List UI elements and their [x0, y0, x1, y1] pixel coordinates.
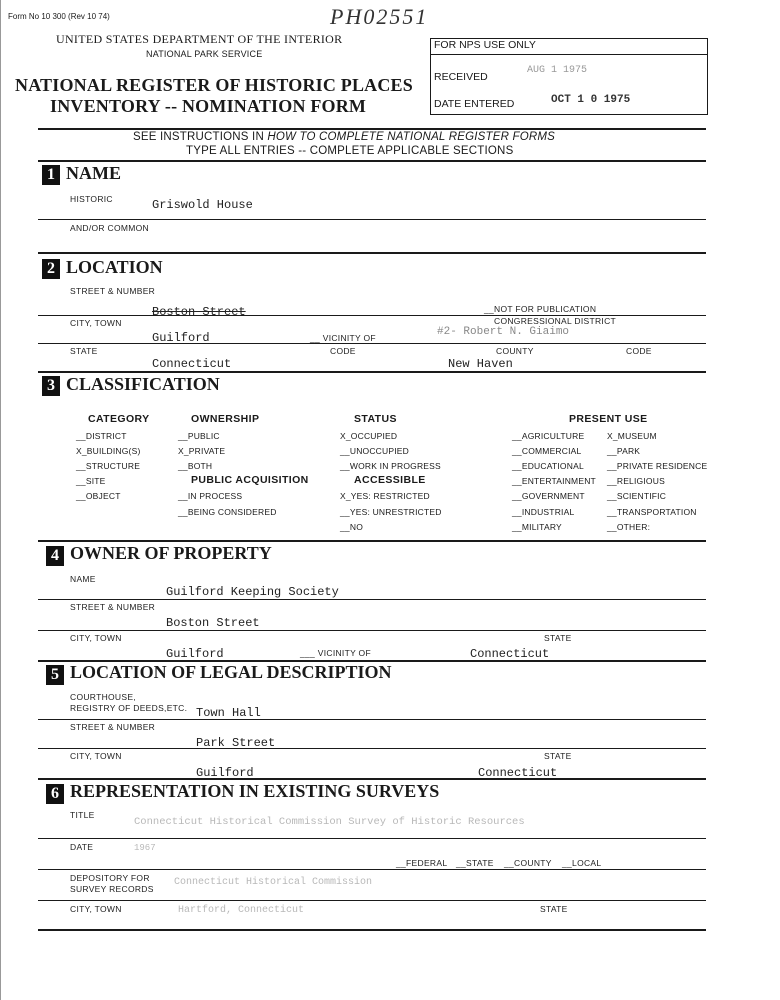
rule-courthouse [38, 719, 706, 720]
rule-city [38, 343, 706, 344]
street-label: STREET & NUMBER [70, 286, 156, 296]
rule-historic [38, 219, 706, 220]
section-title-legal: LOCATION OF LEGAL DESCRIPTION [70, 662, 392, 682]
section-number-2: 2 [42, 259, 60, 279]
historic-label: HISTORIC [70, 194, 113, 204]
legal-state-label: STATE [544, 751, 572, 761]
service-name: NATIONAL PARK SERVICE [146, 49, 263, 59]
status-occupied: X_OCCUPIED [340, 431, 398, 441]
acq-in-process: __IN PROCESS [178, 491, 243, 501]
use-entertainment: __ENTERTAINMENT [512, 476, 596, 486]
rule-survey-title [38, 838, 706, 839]
legal-state-value: Connecticut [478, 766, 558, 780]
survey-city-value: Hartford, Connecticut [178, 905, 305, 916]
use-scientific: __SCIENTIFIC [607, 491, 667, 501]
survey-date-value: 1967 [134, 843, 156, 853]
common-label: AND/OR COMMON [70, 223, 149, 233]
rule-owner-name [38, 599, 706, 600]
status-work-in-progress: __WORK IN PROGRESS [340, 461, 441, 471]
use-government: __GOVERNMENT [512, 491, 585, 501]
use-religious: __RELIGIOUS [607, 476, 665, 486]
rule-depository [38, 900, 706, 901]
use-park: __PARK [607, 446, 641, 456]
instructions-line1: SEE INSTRUCTIONS IN HOW TO COMPLETE NATIONAL REGISTER FORMS [133, 131, 556, 143]
not-for-publication: __NOT FOR PUBLICATION [484, 304, 597, 314]
status-unoccupied: __UNOCCUPIED [340, 446, 409, 456]
rule-legal-street [38, 748, 706, 749]
use-transportation: __TRANSPORTATION [607, 507, 697, 517]
county-label: COUNTY [496, 346, 534, 356]
congressional-label: CONGRESSIONAL DISTRICT [494, 316, 616, 326]
option-local: __LOCAL [562, 858, 602, 868]
state-label: STATE [70, 346, 98, 356]
courthouse-label2: REGISTRY OF DEEDS,ETC. [70, 703, 188, 713]
survey-title-label: TITLE [70, 810, 95, 820]
access-no: __NO [340, 522, 364, 532]
received-stamp: AUG 1 1975 [527, 65, 588, 76]
owner-street-value: Boston Street [166, 616, 260, 630]
congressional-value: #2- Robert N. Giaimo [437, 326, 570, 338]
city-value: Guilford [152, 331, 210, 345]
option-county: __COUNTY [504, 858, 552, 868]
use-military: __MILITARY [512, 522, 562, 532]
access-yes-unrestricted: __YES: UNRESTRICTED [340, 507, 442, 517]
depository-label1: DEPOSITORY FOR [70, 873, 150, 883]
survey-city-label: CITY, TOWN [70, 904, 122, 914]
ownership-private: X_PRIVATE [178, 446, 226, 456]
section-title-classification: CLASSIFICATION [66, 374, 220, 394]
rule-owner-street [38, 630, 706, 631]
ownership-both: __BOTH [178, 461, 213, 471]
owner-state-label: STATE [544, 633, 572, 643]
use-other: __OTHER: [607, 522, 651, 532]
section-number-1: 1 [42, 165, 60, 185]
survey-date-label: DATE [70, 842, 94, 852]
public-acquisition-heading: PUBLIC ACQUISITION [191, 474, 309, 486]
section-title-name: NAME [66, 163, 121, 183]
accessible-heading: ACCESSIBLE [354, 474, 426, 486]
option-federal: __FEDERAL [396, 858, 448, 868]
survey-title-value: Connecticut Historical Commission Survey of Historic Resources [134, 816, 525, 828]
section1-end-rule [38, 252, 706, 254]
category-object: __OBJECT [76, 491, 121, 501]
county-value: New Haven [448, 357, 513, 371]
use-educational: __EDUCATIONAL [512, 461, 584, 471]
section2-end-rule [38, 371, 706, 373]
category-structure: __STRUCTURE [76, 461, 141, 471]
ownership-public: __PUBLIC [178, 431, 220, 441]
survey-state-label: STATE [540, 904, 568, 914]
courthouse-label1: COURTHOUSE, [70, 692, 136, 702]
status-heading: STATUS [354, 413, 397, 425]
ownership-heading: OWNERSHIP [191, 413, 260, 425]
department-name: UNITED STATES DEPARTMENT OF THE INTERIOR [56, 32, 343, 46]
category-site: __SITE [76, 476, 106, 486]
section-number-5: 5 [46, 665, 64, 685]
owner-street-label: STREET & NUMBER [70, 602, 156, 612]
nps-box-heading: FOR NPS USE ONLY [434, 39, 536, 51]
form-title-line2: INVENTORY -- NOMINATION FORM [50, 96, 367, 116]
rule-survey-date [38, 869, 706, 870]
nps-use-only-box [430, 38, 708, 115]
use-private-residence: __PRIVATE RESIDENCE [607, 461, 708, 471]
handwritten-id: PH02551 [330, 4, 429, 29]
owner-city-label: CITY, TOWN [70, 633, 122, 643]
section-number-6: 6 [46, 784, 64, 804]
use-agriculture: __AGRICULTURE [512, 431, 585, 441]
vicinity-label: __ VICINITY OF [310, 333, 376, 343]
access-yes-restricted: X_YES: RESTRICTED [340, 491, 430, 501]
legal-street-value: Park Street [196, 736, 276, 750]
owner-state-value: Connecticut [470, 647, 550, 661]
depository-value: Connecticut Historical Commission [174, 877, 373, 888]
section-number-4: 4 [46, 546, 64, 566]
instructions-line2: TYPE ALL ENTRIES -- COMPLETE APPLICABLE SECTIONS [186, 145, 514, 157]
historic-value: Griswold House [152, 198, 253, 212]
section3-end-rule [38, 540, 706, 542]
section-title-location: LOCATION [66, 257, 163, 277]
form-number: Form No 10 300 (Rev 10 74) [8, 12, 110, 21]
city-label: CITY, TOWN [70, 318, 122, 328]
form-title-line1: NATIONAL REGISTER OF HISTORIC PLACES [15, 75, 413, 95]
state-value: Connecticut [152, 357, 232, 371]
section-title-owner: OWNER OF PROPERTY [70, 543, 272, 563]
section-title-surveys: REPRESENTATION IN EXISTING SURVEYS [70, 781, 440, 801]
section6-end-rule [38, 929, 706, 931]
owner-name-label: NAME [70, 574, 96, 584]
use-commercial: __COMMERCIAL [512, 446, 582, 456]
section-number-3: 3 [42, 376, 60, 396]
date-entered-stamp: OCT 1 0 1975 [551, 94, 631, 106]
option-state: __STATE [456, 858, 494, 868]
received-label: RECEIVED [434, 71, 488, 83]
category-heading: CATEGORY [88, 413, 150, 425]
courthouse-value: Town Hall [196, 706, 261, 720]
section5-end-rule [38, 778, 706, 780]
owner-city-value: Guilford [166, 647, 224, 661]
use-industrial: __INDUSTRIAL [512, 507, 575, 517]
depository-label2: SURVEY RECORDS [70, 884, 154, 894]
acq-being-considered: __BEING CONSIDERED [178, 507, 277, 517]
owner-vicinity-label: ___ VICINITY OF [300, 648, 371, 658]
street-value: Boston Street [152, 305, 246, 319]
page-edge [0, 0, 1, 1000]
legal-street-label: STREET & NUMBER [70, 722, 156, 732]
category-district: __DISTRICT [76, 431, 127, 441]
date-entered-label: DATE ENTERED [434, 98, 515, 110]
use-museum: X_MUSEUM [607, 431, 657, 441]
nps-box-divider [431, 54, 707, 55]
code-label: CODE [330, 346, 356, 356]
header-rule [38, 128, 706, 130]
present-use-heading: PRESENT USE [569, 413, 648, 425]
legal-city-value: Guilford [196, 766, 254, 780]
code2-label: CODE [626, 346, 652, 356]
legal-city-label: CITY, TOWN [70, 751, 122, 761]
owner-name-value: Guilford Keeping Society [166, 585, 339, 599]
category-buildings: X_BUILDING(S) [76, 446, 141, 456]
instructions-rule [38, 160, 706, 162]
